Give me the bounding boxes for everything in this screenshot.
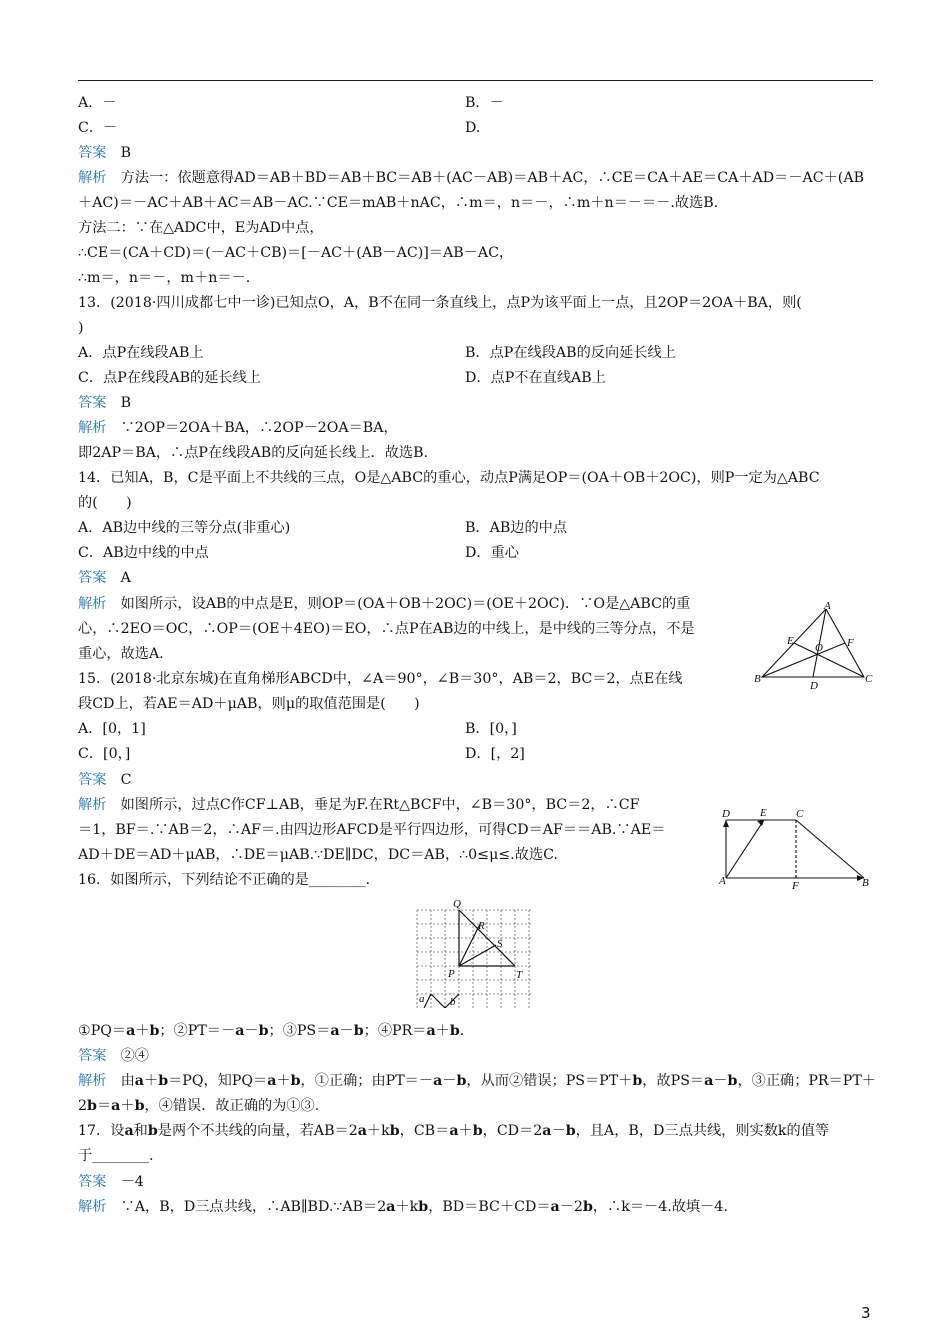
text-line <box>78 1022 464 1040</box>
label-a: A <box>719 875 726 887</box>
line-text: ∵A，B，D三点共线，∴AB∥BD.∵AB＝2a＋kb，BD＝BC＋CD＝a－2b，∴k＝－4.故填－4. <box>106 1199 728 1215</box>
line-text: ) <box>78 320 84 336</box>
answer-label: 答案 <box>78 1048 107 1064</box>
text-line <box>78 419 398 437</box>
trapezoid-figure <box>716 802 876 892</box>
text-line <box>78 394 131 412</box>
text-line <box>78 469 820 487</box>
analysis-label: 解析 <box>78 797 107 813</box>
line-text: 于________. <box>78 1148 154 1164</box>
option-right: D．重心 <box>465 545 519 561</box>
label-r: R <box>478 920 485 932</box>
text-line <box>78 771 131 789</box>
answer-label: 答案 <box>78 1174 107 1190</box>
text-line <box>78 1198 728 1216</box>
option-left: C．AB边中线的中点 <box>78 545 209 561</box>
line-text: B <box>106 395 132 411</box>
answer-label: 答案 <box>78 145 107 161</box>
option-left: C．[0，] <box>78 746 131 762</box>
line-text: AD＋DE＝AD＋μAB，∴DE＝μAB.∵DE∥DC，DC＝AB，∴0≤μ≤.故选C. <box>78 847 558 863</box>
line-text: B <box>106 145 132 161</box>
label-c: C <box>796 808 804 820</box>
label-f: F <box>792 880 799 892</box>
label-t: T <box>516 969 523 981</box>
text-line <box>78 494 132 512</box>
line-text: 心，∴2EO＝OC，∴OP＝(OE＋4EO)＝EO，∴点P在AB边的中线上，是中线的三等分点，不是 <box>78 621 695 637</box>
line-text: 如图所示，过点C作CF⊥AB，垂足为F.在Rt△BCF中，∠B＝30°，BC＝2，∴CF <box>106 797 640 813</box>
option-left: C．点P在线段AB的延长线上 <box>78 370 261 386</box>
text-line <box>78 194 718 212</box>
line-text: ∴CE＝(CA＋CD)＝(－AC＋CB)＝[－AC＋(AB－AC)]＝AB－AC， <box>78 245 514 261</box>
text-line <box>78 1173 144 1191</box>
label-s: S <box>497 938 503 950</box>
text-line <box>78 620 695 638</box>
line-text: ＝1，BF＝.∵AB＝2，∴AF＝.由四边形AFCD是平行四边形，可得CD＝AF＝＝AB.∵AE＝ <box>78 822 666 838</box>
analysis-label: 解析 <box>78 420 107 436</box>
text-line <box>78 645 164 663</box>
analysis-label: 解析 <box>78 1073 107 1089</box>
text-line <box>78 269 250 287</box>
label-d: D <box>810 680 818 690</box>
option-right: D．点P不在直线AB上 <box>465 370 606 386</box>
line-text: 2b＝a＋b，④错误．故正确的为①③. <box>78 1098 320 1114</box>
triangle-centroid-figure <box>752 600 882 690</box>
text-line <box>78 695 420 713</box>
analysis-label: 解析 <box>78 1199 107 1215</box>
line-text: ∵2OP＝2OA＋BA，∴2OP－2OA＝BA， <box>106 420 398 436</box>
line-text: 15．(2018·北京东城)在直角梯形ABCD中，∠A＝90°，∠B＝30°，AB＝2，BC＝2，点E在线 <box>78 671 683 687</box>
line-text: 即2AP＝BA，∴点P在线段AB的反向延长线上．故选B. <box>78 445 429 461</box>
text-line <box>78 670 683 688</box>
text-line <box>78 821 665 839</box>
text-line <box>78 1072 876 1090</box>
option-right: B．－ <box>465 95 504 111</box>
text-line <box>78 1147 153 1165</box>
line-text: 17．设a和b是两个不共线的向量，若AB＝2a＋kb，CB＝a＋b，CD＝2a－b，且A，B，D三点共线，则实数k的值等 <box>78 1123 830 1139</box>
line-text: 段CD上，若AE＝AD＋μAB，则μ的取值范围是( ) <box>78 696 420 712</box>
line-text: ＋AC)＝－AC＋AB＋AC＝AB－AC.∵CE＝mAB＋nAC，∴m＝，n＝－，∴m＋n＝－＝－.故选B. <box>78 195 719 211</box>
option-right: D. <box>465 120 481 136</box>
text-line <box>78 294 802 312</box>
line-text: 16．如图所示，下列结论不正确的是________． <box>78 872 380 888</box>
text-line <box>78 595 690 613</box>
line-text: ①PQ＝a＋b；②PT＝－a－b；③PS＝a－b；④PR＝a＋b. <box>78 1023 465 1039</box>
line-text: A <box>106 570 131 586</box>
option-left: A．－ <box>78 95 117 111</box>
text-line <box>78 796 639 814</box>
option-left: A．点P在线段AB上 <box>78 345 204 361</box>
line-text: 14．已知A，B，C是平面上不共线的三点，O是△ABC的重心，动点P满足OP＝(OA＋OB＋2OC)，则P一定为△ABC <box>78 470 820 486</box>
line-text: ②④ <box>106 1048 149 1064</box>
line-text: C <box>106 772 132 788</box>
label-a: A <box>824 600 831 612</box>
label-e: E <box>760 807 767 819</box>
label-e: E <box>787 635 794 647</box>
label-f: F <box>847 637 854 649</box>
label-q: Q <box>453 898 461 910</box>
label-b: B <box>754 673 761 685</box>
text-line <box>78 1097 319 1115</box>
line-text: 重心，故选A. <box>78 646 164 662</box>
option-left: A．AB边中线的三等分点(非重心) <box>78 520 291 536</box>
line-text: 13．(2018·四川成都七中一诊)已知点O，A，B不在同一条直线上，点P为该平面上一点，且2OP＝2OA＋BA，则( <box>78 295 802 311</box>
option-right: B．点P在线段AB的反向延长线上 <box>465 345 676 361</box>
text-line <box>78 1122 829 1140</box>
option-left: C．－ <box>78 120 118 136</box>
line-text: 的( ) <box>78 495 132 511</box>
text-line <box>78 144 131 162</box>
line-text: 由a＋b＝PQ，知PQ＝a＋b，①正确；由PT＝－a－b，从而②错误；PS＝PT＋b，故PS＝a－b，③正确；PR＝PT＋ <box>106 1073 876 1089</box>
line-text: 方法二：∵在△ADC中，E为AD中点， <box>78 220 324 236</box>
line-text: －4 <box>106 1174 144 1190</box>
line-text: ∴m＝，n＝－，m＋n＝－. <box>78 270 251 286</box>
text-line <box>78 871 380 889</box>
option-right: B．[0，] <box>465 721 517 737</box>
label-b: B <box>862 877 869 889</box>
option-right: D．[，2] <box>465 746 525 762</box>
analysis-label: 解析 <box>78 596 107 612</box>
text-line <box>78 219 324 237</box>
text-line <box>78 444 428 462</box>
label-o: O <box>815 642 823 654</box>
header-rule <box>78 80 873 81</box>
grid-vector-figure <box>412 898 542 1008</box>
label-c: C <box>865 673 873 685</box>
text-line <box>78 169 864 187</box>
text-line <box>78 244 513 262</box>
label-a: a <box>419 993 425 1005</box>
page-number: 3 <box>861 1304 871 1322</box>
line-text: 方法一：依题意得AD＝AB＋BD＝AB＋BC＝AB＋(AC－AB)＝AB＋AC，∴CE＝CA＋AE＝CA＋AD＝－AC＋(AB <box>106 170 864 186</box>
option-left: A．[0，1] <box>78 721 146 737</box>
line-text: 如图所示，设AB的中点是E，则OP＝(OA＋OB＋2OC)＝(OE＋2OC)．∵O是△ABC的重 <box>106 596 691 612</box>
analysis-label: 解析 <box>78 170 107 186</box>
answer-label: 答案 <box>78 772 107 788</box>
text-line <box>78 846 558 864</box>
label-p: P <box>448 968 455 980</box>
text-line <box>78 569 131 587</box>
text-line <box>78 319 84 337</box>
answer-label: 答案 <box>78 395 107 411</box>
answer-label: 答案 <box>78 570 107 586</box>
option-right: B．AB边的中点 <box>465 520 568 536</box>
text-line <box>78 1047 149 1065</box>
label-d: D <box>722 808 730 820</box>
label-b: b <box>450 996 456 1008</box>
